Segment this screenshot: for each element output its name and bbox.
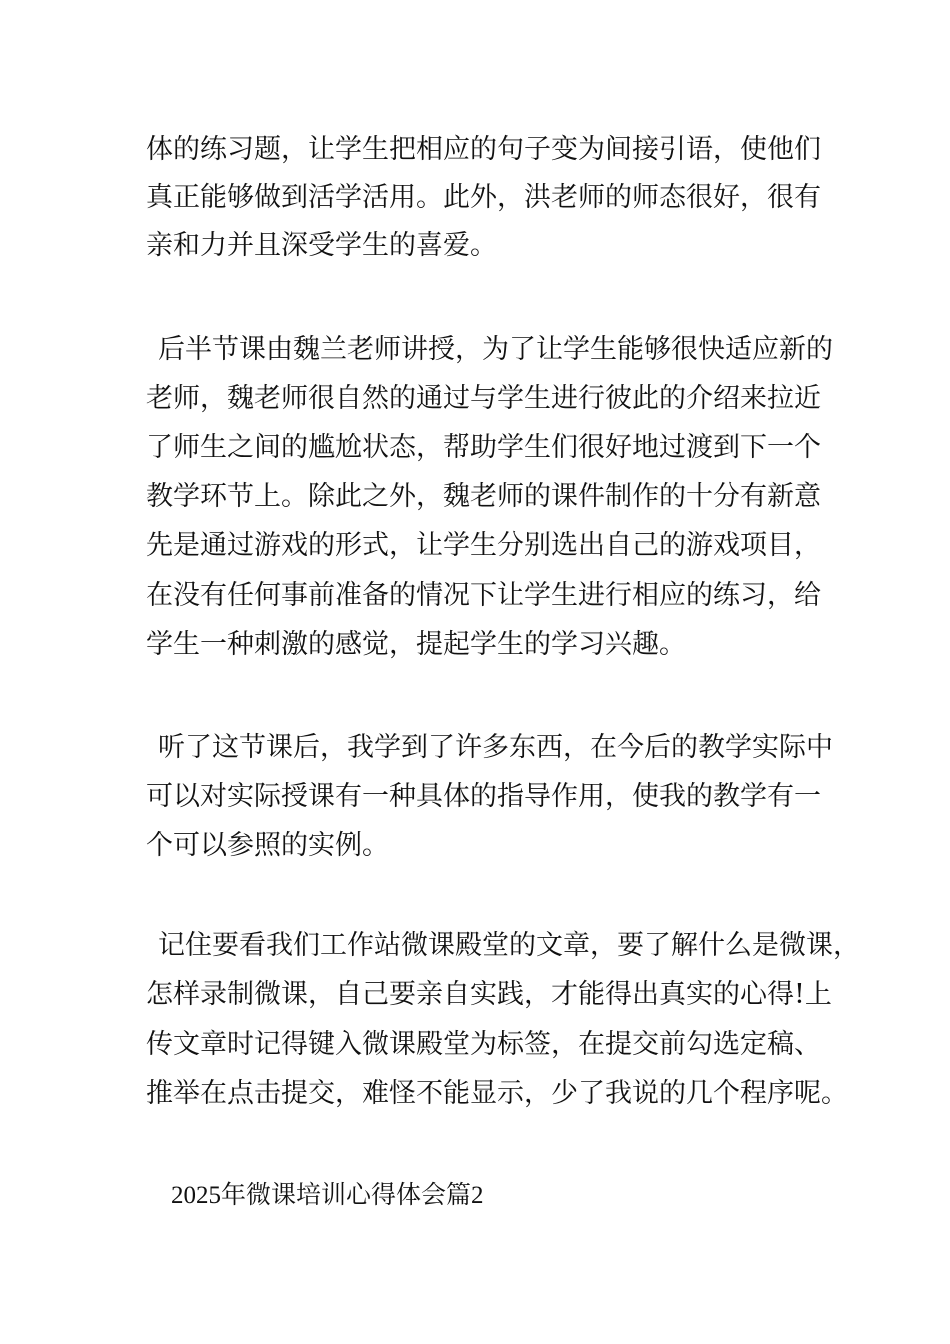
paragraph-1-line-3: 亲和力并且深受学生的喜爱。: [146, 230, 497, 261]
paragraph-2-line-6: 在没有任何事前准备的情况下让学生进行相应的练习，给: [146, 580, 821, 611]
paragraph-2-line-4: 教学环节上。除此之外，魏老师的课件制作的十分有新意: [146, 481, 821, 512]
paragraph-2-line-7: 学生一种刺激的感觉，提起学生的学习兴趣。: [146, 629, 686, 660]
paragraph-3-line-1: 听了这节课后，我学到了许多东西，在今后的教学实际中: [158, 732, 833, 763]
paragraph-4-line-1: 记住要看我们工作站微课殿堂的文章，要了解什么是微课，: [158, 930, 860, 961]
paragraph-4-line-4: 推举在点击提交，难怪不能显示，少了我说的几个程序呢。: [146, 1078, 848, 1109]
paragraph-2-line-5: 先是通过游戏的形式，让学生分别选出自己的游戏项目，: [146, 530, 821, 561]
paragraph-1-line-1: 体的练习题，让学生把相应的句子变为间接引语，使他们: [146, 134, 821, 165]
paragraph-1-line-2: 真正能够做到活学活用。此外，洪老师的师态很好，很有: [146, 182, 821, 213]
paragraph-3-line-2: 可以对实际授课有一种具体的指导作用，使我的教学有一: [146, 781, 821, 812]
section-heading: 2025年微课培训心得体会篇2: [171, 1182, 484, 1209]
paragraph-3-line-3: 个可以参照的实例。: [146, 830, 389, 861]
paragraph-2-line-3: 了师生之间的尴尬状态，帮助学生们很好地过渡到下一个: [146, 432, 821, 463]
paragraph-2-line-2: 老师，魏老师很自然的通过与学生进行彼此的介绍来拉近: [146, 383, 821, 414]
paragraph-2-line-1: 后半节课由魏兰老师讲授，为了让学生能够很快适应新的: [158, 334, 833, 365]
paragraph-4-line-3: 传文章时记得键入微课殿堂为标签，在提交前勾选定稿、: [146, 1029, 821, 1060]
paragraph-4-line-2: 怎样录制微课，自己要亲自实践，才能得出真实的心得!上: [146, 979, 832, 1010]
